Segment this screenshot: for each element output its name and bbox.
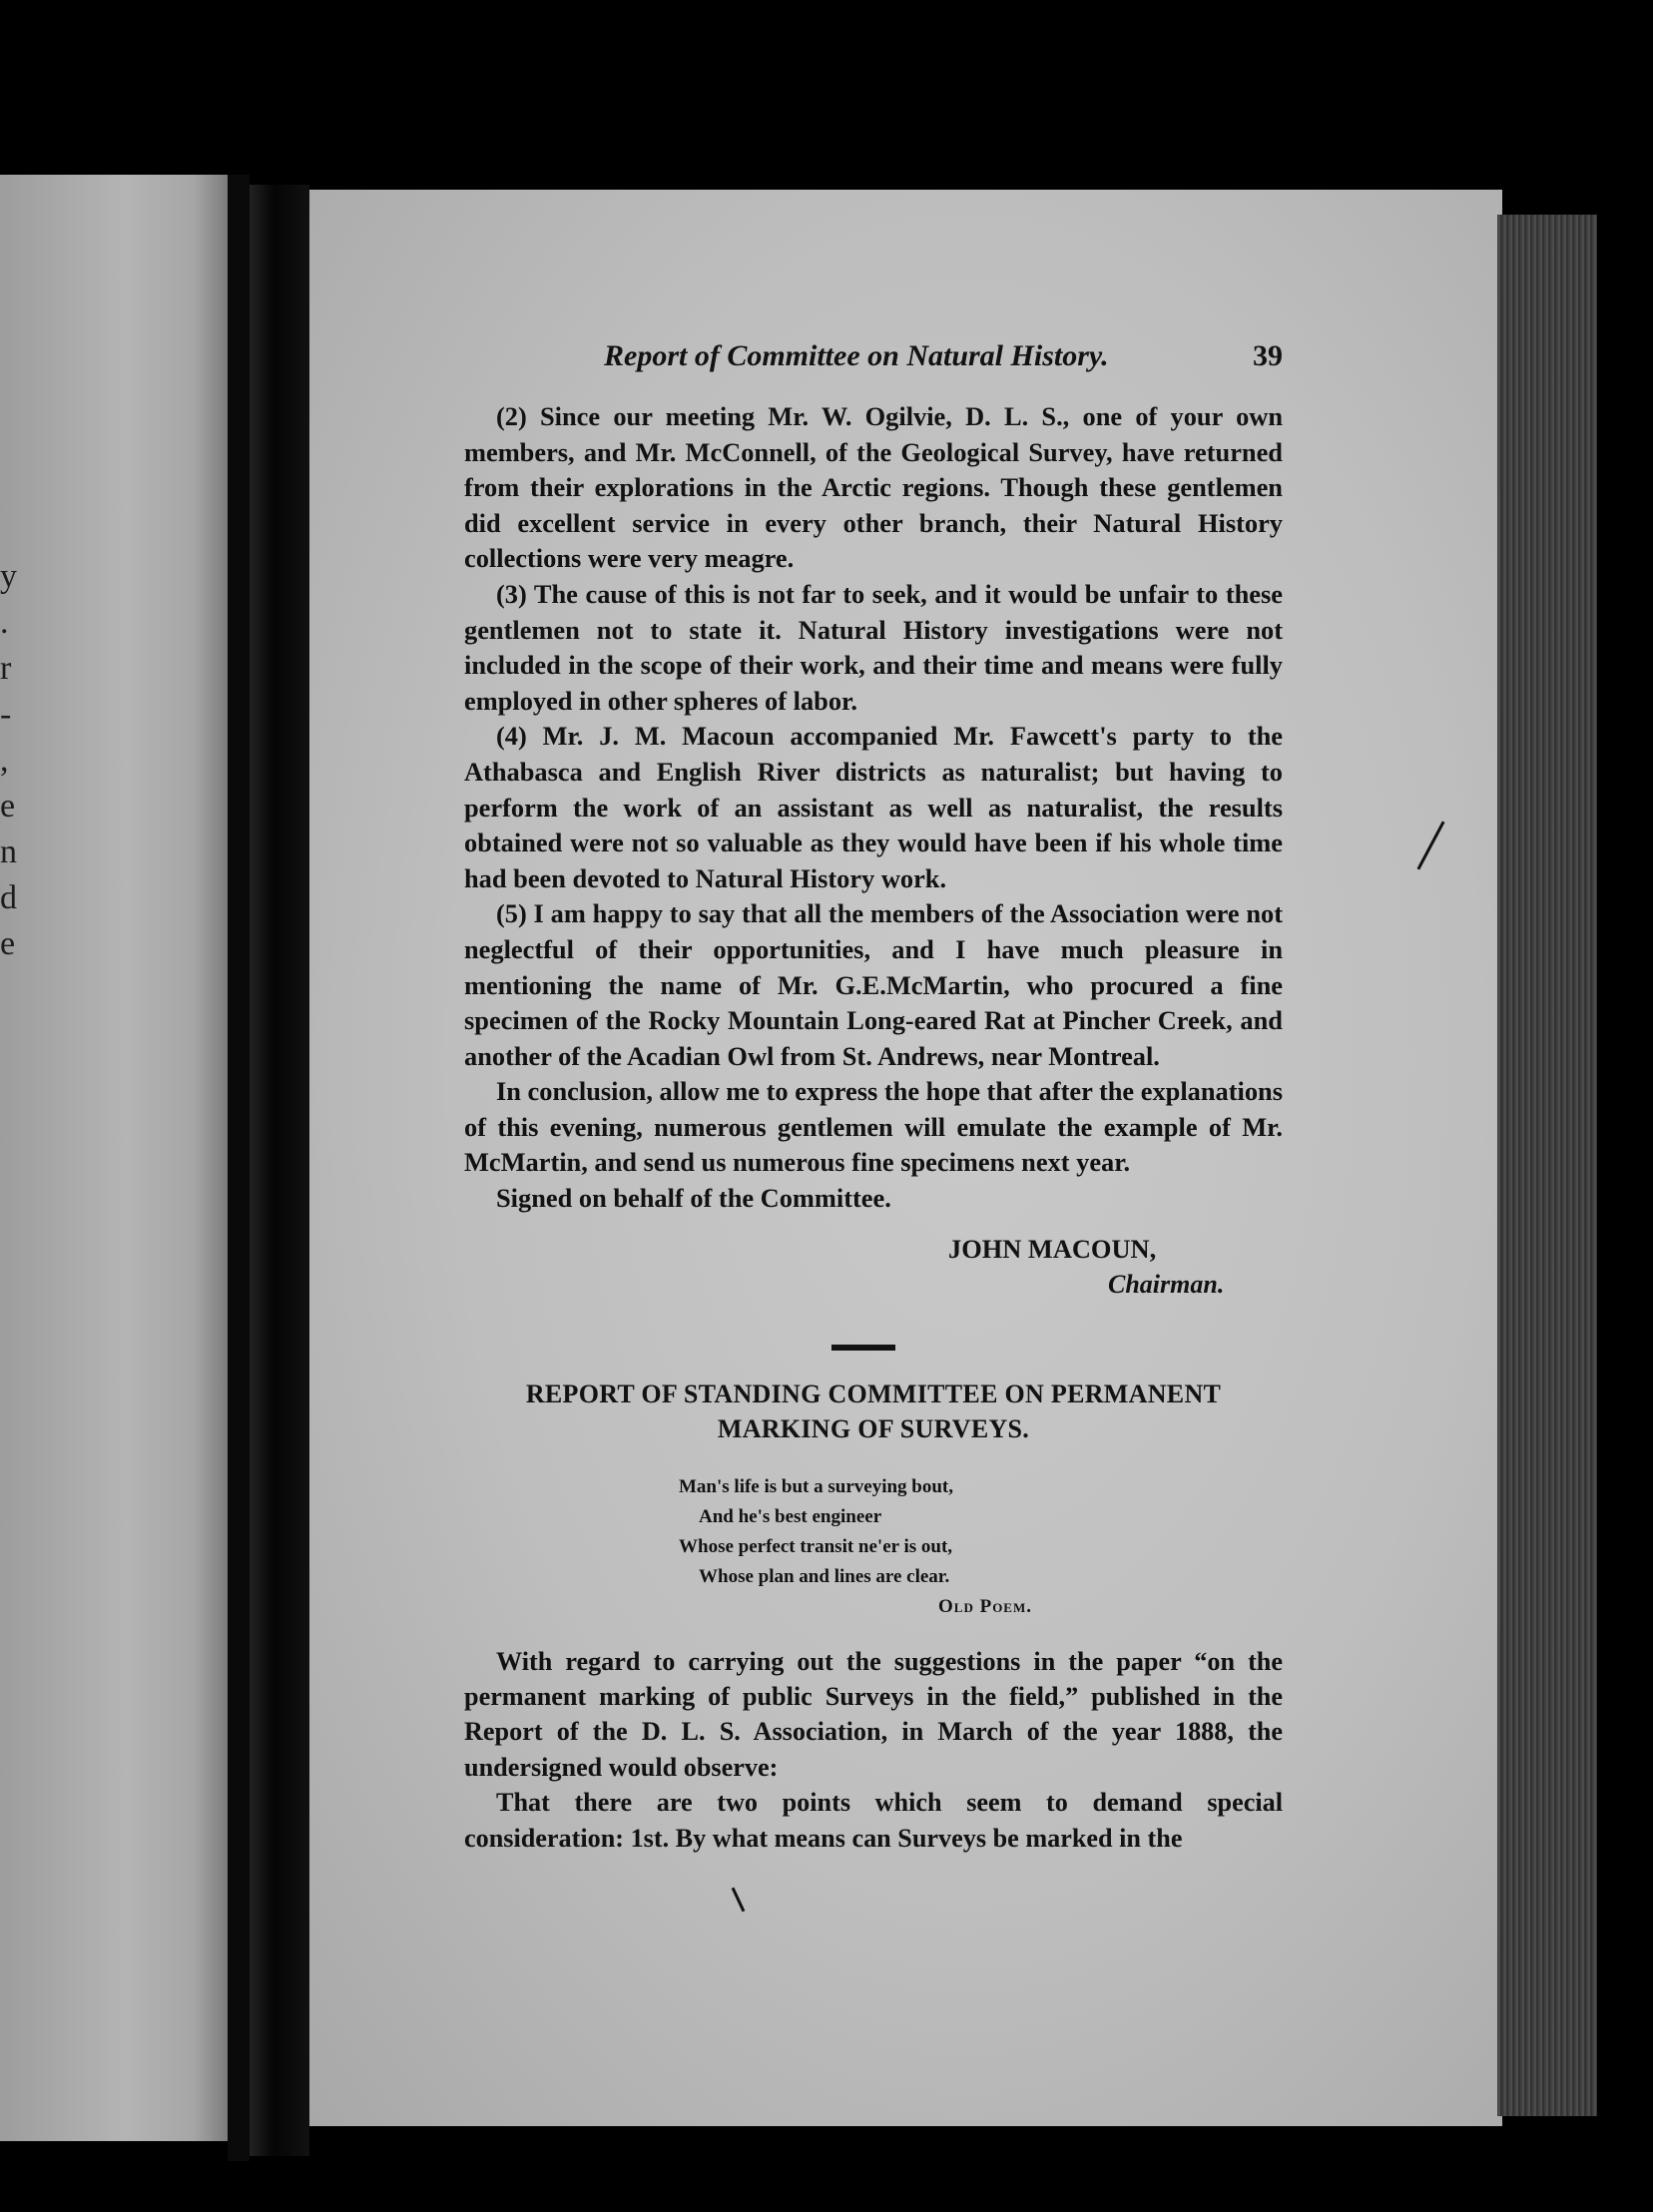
- book-gutter: [228, 175, 250, 2161]
- epigraph-line: Man's life is but a surveying bout,: [679, 1475, 954, 1497]
- signature-name: JOHN MACOUN,: [948, 1233, 1157, 1264]
- running-head: [604, 339, 1283, 373]
- section-divider: [831, 1345, 895, 1351]
- section-heading: REPORT OF STANDING COMMITTEE ON PERMANENT MARKING OF SURVEYS.: [525, 1379, 1222, 1443]
- page-number: 39: [1253, 339, 1283, 372]
- left-page: [0, 175, 228, 2141]
- left-fragment: .: [0, 604, 9, 641]
- binding-shadow: [250, 185, 309, 2156]
- left-fragment: y: [0, 558, 17, 595]
- left-fragment: e: [0, 925, 16, 962]
- left-fragment: d: [0, 879, 17, 916]
- body-paragraph: That there are two points which seem to demand special consideration: 1st. By what means can Surveys be marked in the: [464, 1788, 1283, 1853]
- left-fragment: -: [0, 696, 12, 733]
- paragraph: Signed on behalf of the Committee.: [496, 1183, 891, 1214]
- paragraph: (5) I am happy to say that all the members of the Association were not neglectful of their opportunities, and I have much pleasure in mentioning the name of Mr. G.E.McMartin, who procured a fine specimen of the Rocky Mountain Long-eared Rat at Pincher Creek, and another of the Acadian Owl from St. Andrews, near Montreal.: [464, 898, 1283, 1071]
- left-fragment: r: [0, 650, 12, 687]
- epigraph-line: Whose perfect transit ne'er is out,: [679, 1535, 953, 1557]
- page-edges: [1497, 215, 1597, 2116]
- left-fragment: n: [0, 833, 17, 870]
- paragraph: (3) The cause of this is not far to seek, and it would be unfair to these gentlemen not to state it. Natural History investigations were not included in the scope of their work, and their time and means were fully employed in other spheres of labor.: [464, 578, 1283, 716]
- epigraph: [679, 1472, 1283, 1622]
- epigraph-source: Old Poem.: [938, 1595, 1032, 1617]
- paragraph: (2) Since our meeting Mr. W. Ogilvie, D. L. S., one of your own members, and Mr. McConnell, of the Geological Survey, have returned from their explorations in the Arctic regions. Though these gentlemen did excellent service in every other branch, their Natural History collections were very meagre.: [464, 401, 1283, 574]
- body-paragraph: With regard to carrying out the suggestions in the paper “on the permanent marking of public Surveys in the field,” published in the Report of the D. L. S. Association, in March of the year 1888, the undersigned would observe:: [464, 1646, 1283, 1782]
- signature-title: Chairman.: [1108, 1269, 1225, 1299]
- left-page-text-fragments: [0, 554, 20, 967]
- paragraph: In conclusion, allow me to express the hope that after the explanations of this evening, numerous gentlemen will emulate the example of Mr. McMartin, and send us numerous fine specimens next year.: [464, 1076, 1283, 1178]
- running-head-title: Report of Committee on Natural History.: [604, 339, 1109, 372]
- epigraph-line: And he's best engineer: [699, 1505, 882, 1527]
- paragraph: (4) Mr. J. M. Macoun accompanied Mr. Fawcett's party to the Athabasca and English River districts as naturalist; but having to perform the work of an assistant as well as naturalist, the results obtained were not so valuable as they would have been if his whole time had been devoted to Natural History work.: [464, 721, 1283, 893]
- left-fragment: ,: [0, 742, 9, 779]
- page-content: [464, 339, 1283, 1856]
- left-fragment: e: [0, 788, 16, 825]
- epigraph-line: Whose plan and lines are clear.: [699, 1565, 950, 1587]
